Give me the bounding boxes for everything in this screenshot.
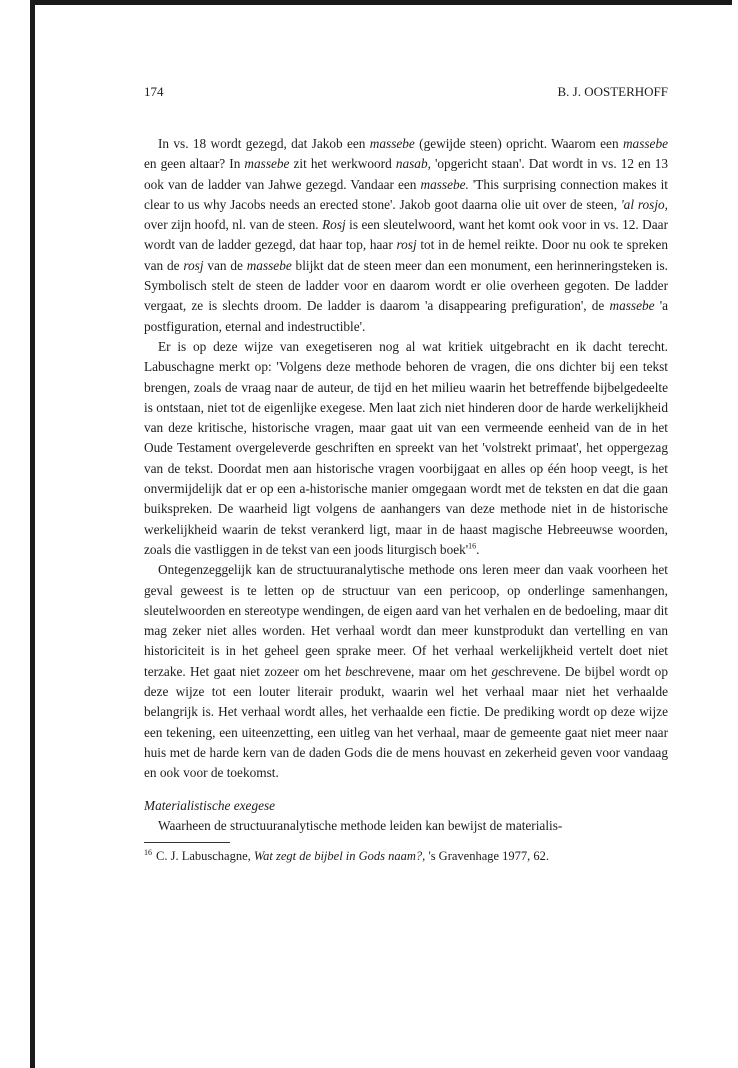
scan-border-top	[34, 0, 732, 5]
page-number: 174	[144, 84, 164, 99]
text-run: In vs. 18 wordt gezegd, dat Jakob een	[158, 136, 370, 151]
italic-term: be	[345, 663, 358, 679]
italic-term: massebe.	[420, 176, 469, 192]
footnote-ref: 16	[468, 541, 477, 551]
text-run: schrevene, maar om het	[357, 663, 492, 679]
italic-term: massebe	[369, 136, 415, 151]
italic-term: ge	[491, 663, 505, 679]
text-run: schrevene. De bijbel wordt op deze wijze tot een louter literair produkt, waarin wel het verhaal maar niet het verhaalde belangrijk is. Het verhaal wordt alles, het verhaalde een fictie. De prediking wordt op deze wijze een tekening, een uiteenzetting, een uitleg van het verhaal, maar de gemeente gaat niet meer naar huis met de harde kern van de daden Gods die de mens houvast en zekerheid geven voor vandaag en ook voor de toekomst.	[144, 663, 668, 781]
text-run: over zijn hoofd, nl. van de steen.	[144, 217, 323, 233]
text-run: zit het werkwoord	[289, 156, 396, 172]
italic-term: Rosj	[322, 217, 346, 233]
page	[144, 84, 668, 865]
running-head: B. J. OOSTERHOFF	[557, 84, 668, 99]
text-run: van de	[203, 257, 247, 273]
italic-term: massebe	[622, 136, 668, 151]
italic-term: massebe	[609, 298, 655, 314]
page-header	[144, 84, 668, 100]
italic-term: 'al rosjo,	[620, 196, 668, 212]
section-first-line: Waarheen de structuuranalytische methode leiden kan bewijst de materialis-	[158, 817, 563, 833]
italic-term: massebe	[244, 156, 290, 172]
text-run: 'This surprising connection makes it clear to us why Jacobs needs an erected stone'. Jakob goot daarna olie uit over de steen,	[144, 176, 668, 212]
italic-term: nasab,	[395, 156, 431, 172]
text-run: en geen altaar? In	[144, 156, 245, 172]
section-heading: Materialistische exegese	[144, 797, 276, 813]
text-run: (gewijde steen) opricht. Waarom een	[414, 136, 623, 151]
footnote-author: C. J. Labuschagne,	[156, 848, 254, 863]
text-run: .	[476, 541, 480, 557]
body-text	[144, 134, 668, 836]
text-run: tot in de hemel reikte. Door nu ook te spreken van de	[144, 237, 668, 273]
footnote-number: 16	[144, 847, 152, 857]
scan-border-left	[30, 0, 35, 1068]
text-run: Er is op deze wijze van exegetiseren nog al wat kritiek uitgebracht en ik dacht terecht. Labuschagne merkt op: 'Volgens deze methode behoren de vragen, die ons dichter bij een tekst brengen, zoals de vraag naar de auteur, de tijd en het milieu waarin het betreffende bijbelgedeelte is ontstaan, niet tot de eigenlijke exegese. Men laat zich niet hinderen door de harde werkelijkheid van deze kritische, historische vragen, maar gaat uit van een vermeende eenheid van de in het Oude Testament overgeleverde geschriften en spreekt van het 'volstrekt primaat', het oppergezag van de tekst. Doordat men aan historische vragen voorbijgaat en alles op één hoop veegt, is het onvermijdelijk dat er op een a-historische manier omgegaan wordt met de teksten en dat die gaan buikspreken. De waarheid ligt volgens de aanhangers van deze methode niet in de historische werkelijkheid waarin de tekst verankerd ligt, maar in de haast magische Hebreeuwse woorden, zoals die vastliggen in de tekst van een joods liturgisch boek'	[144, 338, 668, 557]
italic-term: massebe	[246, 257, 292, 273]
italic-term: rosj	[396, 237, 417, 253]
paragraph-3	[144, 560, 668, 783]
footnote-divider	[144, 842, 230, 843]
text-run: Ontegenzeggelijk kan de structuuranalytische methode ons leren meer dan vaak voorheen het geval geweest is te letten op de structuur van een pericoop, op onderlinge samenhangen, sleutelwoorden en stereotype wendingen, de eigen aard van het verhalen en de bedoeling, maar dit mag zeker niet alles worden. Het verhaal wordt dan meer kunstprodukt dan vertelling en van historiciteit is in het geheel geen sprake meer. Of het verhaal werkelijkheid vertelt doet niet terzake. Het gaat niet zozeer om het	[144, 562, 668, 679]
footnote-source: 's Gravenhage 1977, 62.	[425, 848, 550, 863]
paragraph-2	[144, 337, 668, 560]
paragraph-1	[144, 134, 668, 337]
text-run: blijkt dat de steen meer dan een monument, een herinneringsteken is. Symbolisch stelt de steen de ladder voor en daarom wordt er olie overheen gegoten. De ladder vergaat, ze is slechts droom. De ladder is daarom 'a disappearing prefiguration', de	[144, 257, 668, 314]
text-run: 'a postfiguration, eternal and indestructible'.	[144, 298, 668, 334]
text-run: 'opgericht staan'. Dat wordt in vs. 12 en 13 ook van de ladder van Jahwe gezegd. Vandaar een	[144, 156, 668, 192]
footnote	[144, 847, 668, 865]
text-run: is een sleutelwoord, want het komt ook voor in vs. 12. Daar wordt van de ladder gezegd, dat haar top, haar	[144, 217, 668, 253]
footnote-title: Wat zegt de bijbel in Gods naam?,	[253, 848, 426, 863]
italic-term: rosj	[183, 257, 204, 273]
